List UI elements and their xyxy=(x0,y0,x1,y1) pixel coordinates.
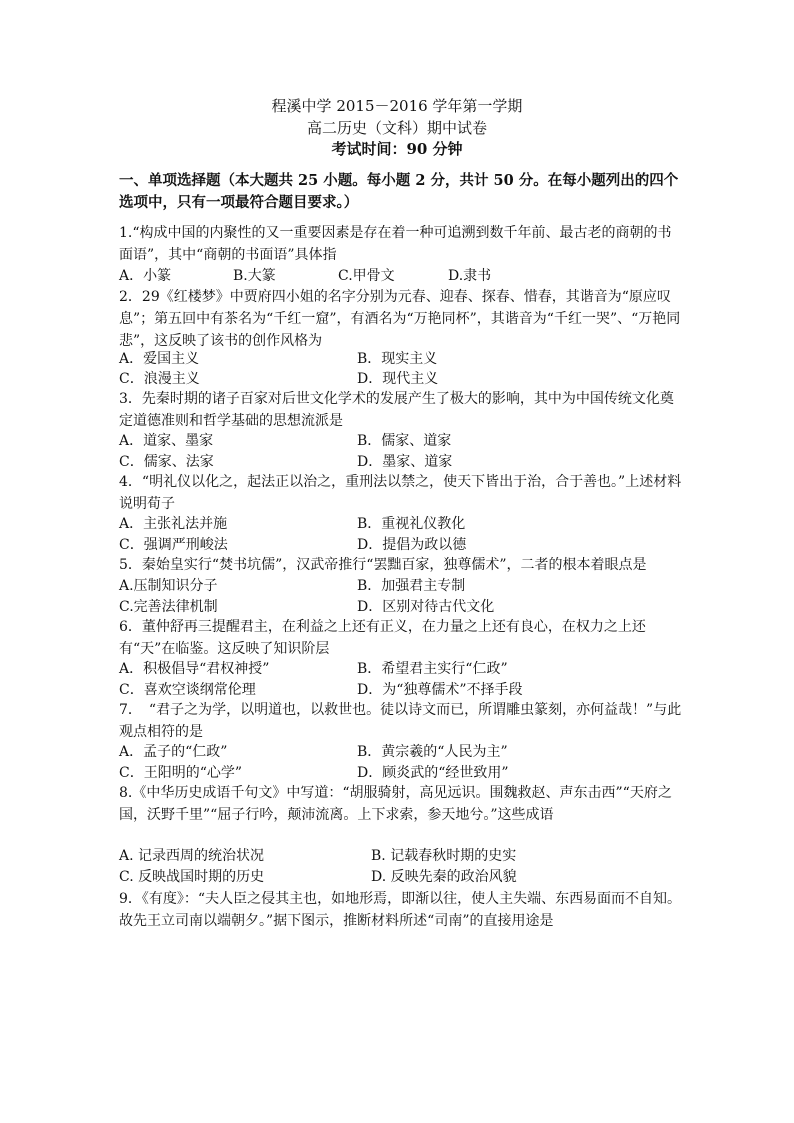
question-2-stem: 2．29《红楼梦》中贾府四小姐的名字分别为元春、迎春、探春、惜春，其谐音为“原应叹息”；第五回中有茶名为“千红一窟”，有酒名为“万艳同杯”，其谐音为“千红一哭”、“万艳同悲”，这反映了该书的创作风格为 xyxy=(119,289,681,349)
question-3-option-c: C．儒家、法家 xyxy=(119,454,214,470)
question-5-option-a: A.压制知识分子 xyxy=(119,578,218,594)
question-6-option-a: A．积极倡导“君权神授” xyxy=(119,661,270,677)
question-3-option-a: A．道家、墨家 xyxy=(119,433,214,449)
question-4-option-c: C．强调严刑峻法 xyxy=(119,537,228,553)
question-6-option-c: C．喜欢空谈纲常伦理 xyxy=(119,682,256,698)
question-4-option-a: A．主张礼法并施 xyxy=(119,516,228,532)
question-4-stem: 4．“明礼仪以化之，起法正以治之，重刑法以禁之，使天下皆出于治，合于善也。”上述材料说明荀子 xyxy=(119,474,682,512)
question-7-option-d: D．顾炎武的“经世致用” xyxy=(357,765,509,781)
question-2-option-d: D．现代主义 xyxy=(357,371,439,387)
question-7-option-b: B．黄宗羲的“人民为主” xyxy=(357,744,508,760)
question-1-option-c: C.甲骨文 xyxy=(338,268,395,284)
question-3-option-b: B．儒家、道家 xyxy=(357,433,452,449)
exam-duration: 考试时间：90 分钟 xyxy=(331,140,463,158)
question-1-option-d: D.隶书 xyxy=(448,268,492,284)
exam-title: 高二历史（文科）期中试卷 xyxy=(306,119,487,137)
question-6-option-b: B．希望君主实行“仁政” xyxy=(357,661,508,677)
question-3-option-d: D．墨家、道家 xyxy=(357,454,453,470)
question-2-option-c: C．浪漫主义 xyxy=(119,371,200,387)
question-1-option-b: B.大篆 xyxy=(233,268,276,284)
question-3-stem: 3．先秦时期的诸子百家对后世文化学术的发展产生了极大的影响，其中为中国传统文化奠定道德准则和哲学基础的思想流派是 xyxy=(119,391,674,429)
school-term-title: 程溪中学 2015－2016 学年第一学期 xyxy=(271,97,523,115)
question-1-option-a: A．小篆 xyxy=(119,268,172,284)
question-7-option-c: C．王阳明的“心学” xyxy=(119,765,243,781)
question-2-option-a: A．爱国主义 xyxy=(119,351,200,367)
question-1-stem: 1.“构成中国的内聚性的又一重要因素是存在着一种可追溯到数千年前、最古老的商朝的书面语”，其中“商朝的书面语”具体指 xyxy=(119,225,672,263)
question-4-option-d: D．提倡为政以德 xyxy=(357,537,467,553)
question-8-option-b: B. 记载春秋时期的史实 xyxy=(371,848,517,864)
question-7-stem: 7． “君子之为学，以明道也，以救世也。徒以诗文而已，所谓雕虫篆刻，亦何益哉！”与此观点相符的是 xyxy=(119,702,682,740)
question-8-option-a: A. 记录西周的统治状况 xyxy=(119,848,265,864)
question-6-option-d: D．为“独尊儒术”不择手段 xyxy=(357,682,523,698)
question-8-stem: 8.《中华历史成语千句文》中写道：“胡服骑射，高见远识。围魏救赵、声东击西”“天府之国，沃野千里”“屈子行吟，颠沛流离。上下求索，参天地兮。”这些成语 xyxy=(119,785,672,823)
question-4-option-b: B．重视礼仪教化 xyxy=(357,516,466,532)
question-6-stem: 6．董仲舒再三提醒君主，在利益之上还有正义，在力量之上还有良心，在权力之上还有“天”在临鉴。这反映了知识阶层 xyxy=(119,619,646,657)
question-5-option-d: D．区别对待古代文化 xyxy=(357,599,495,615)
question-8-option-c: C. 反映战国时期的历史 xyxy=(119,869,265,885)
question-8-option-d: D. 反映先秦的政治风貌 xyxy=(371,869,517,885)
question-5-stem: 5．秦始皇实行“焚书坑儒”，汉武帝推行“罢黜百家，独尊儒术”，二者的根本着眼点是 xyxy=(119,557,647,573)
section-heading: 一、单项选择题（本大题共 25 小题。每小题 2 分，共计 50 分。在每小题列出的四个选项中，只有一项最符合题目要求。） xyxy=(119,172,679,211)
question-9-stem: 9．《有度》：“夫人臣之侵其主也，如地形焉，即渐以往，使人主失端、东西易面而不自知。故先王立司南以端朝夕。”据下图示，推断材料所述“司南”的直接用途是 xyxy=(119,891,682,929)
question-5-option-c: C.完善法律机制 xyxy=(119,599,218,615)
question-7-option-a: A．孟子的“仁政” xyxy=(119,744,228,760)
question-5-option-b: B．加强君主专制 xyxy=(357,578,466,594)
question-2-option-b: B．现实主义 xyxy=(357,351,438,367)
